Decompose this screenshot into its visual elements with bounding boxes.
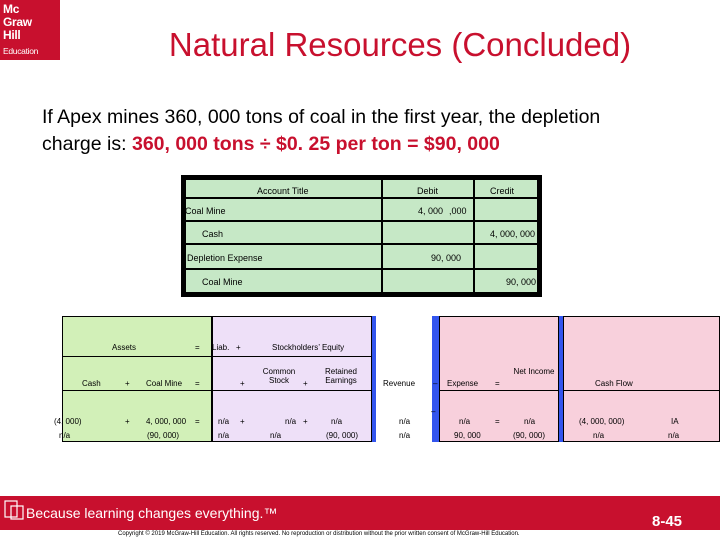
row1-plus: + <box>125 417 130 426</box>
copyright-notice: Copyright © 2019 McGraw-Hill Education. All rights reserved. No reproduction or distribution without the prior written consent of McGraw-Hill Education. <box>118 531 520 537</box>
equals-3: = <box>495 379 500 388</box>
assets-divider-2 <box>62 390 212 391</box>
row2-cash: n/a <box>59 431 71 440</box>
journal-header-debit: Debit <box>417 186 439 196</box>
row1-plus-2: + <box>240 417 245 426</box>
slide-body <box>42 104 702 158</box>
row1-common-stock: n/a <box>285 417 297 426</box>
row1-net-income: n/a <box>524 417 536 426</box>
row1-expense: n/a <box>459 417 471 426</box>
accounting-equation-table <box>54 316 720 442</box>
row1-equals: = <box>195 417 200 426</box>
assets-divider <box>62 356 212 357</box>
row1-plus-3: + <box>303 417 308 426</box>
equity-divider <box>212 356 372 357</box>
stockholders-equity-label: Stockholders’ Equity <box>272 343 345 352</box>
logo-line-3: Hill <box>3 28 21 42</box>
plus-2: + <box>240 379 245 388</box>
row2-net-income: (90, 000) <box>513 431 546 440</box>
cash-label: Cash <box>82 379 101 388</box>
journal-row-1-account: Coal Mine <box>185 206 226 216</box>
logo-line-1: Mc <box>3 2 20 16</box>
journal-row-2-credit: 4, 000, 000 <box>490 229 536 239</box>
equals-2: = <box>195 379 200 388</box>
mcgraw-hill-logo <box>0 0 60 60</box>
page-number: 8-45 <box>652 513 683 530</box>
cash-flow-label: Cash Flow <box>595 379 633 388</box>
plus-3: + <box>303 379 308 388</box>
journal-row-3-credit-cell <box>475 245 537 268</box>
row1-coal: 4, 000, 000 <box>146 417 187 426</box>
journal-row-4-debit-cell <box>383 270 473 292</box>
journal-row-3-debit: 90, 000 <box>431 253 462 263</box>
footer-tagline: Because learning changes everything.™ <box>26 505 278 521</box>
net-income-label: Net Income <box>513 367 555 376</box>
brand-mark-icon <box>4 499 24 521</box>
body-line-2 <box>42 131 702 158</box>
row1-minus: – <box>431 407 436 416</box>
row2-coal: (90, 000) <box>147 431 180 440</box>
row1-cash-flow-code: IA <box>671 417 679 426</box>
row2-revenue: n/a <box>399 431 411 440</box>
common-stock-label: Common Stock <box>262 367 296 385</box>
row1-equals-3: = <box>495 417 500 426</box>
row2-cash-flow: n/a <box>593 431 605 440</box>
retained-earnings-label: Retained Earnings <box>324 367 358 385</box>
row2-retained: (90, 000) <box>326 431 359 440</box>
row2-common-stock: n/a <box>270 431 282 440</box>
journal-row-1-debit: 4, 000 <box>418 206 444 216</box>
row1-cash-flow: (4, 000, 000) <box>579 417 625 426</box>
plus-1: + <box>236 343 241 352</box>
logo-line-4: Education <box>3 46 39 56</box>
slide-title: Natural Resources (Concluded) <box>168 26 632 63</box>
journal-row-1-debit-suffix: ,000 <box>449 206 467 216</box>
body-line-2-prefix: charge is: <box>42 133 132 155</box>
body-line-1: If Apex mines 360, 000 tons of coal in the first year, the depletion <box>42 106 601 128</box>
cash-flow-divider <box>563 390 720 391</box>
row1-cash: (4, 000) <box>54 417 82 426</box>
row1-retained: n/a <box>331 417 343 426</box>
income-divider <box>439 390 559 391</box>
journal-header-account: Account Title <box>257 186 309 196</box>
logo-line-2: Graw <box>3 15 32 29</box>
row1-revenue: n/a <box>399 417 411 426</box>
blue-separator-1 <box>372 316 376 442</box>
footer-bar <box>0 496 720 530</box>
expense-label: Expense <box>447 379 479 388</box>
assets-label: Assets <box>112 343 137 352</box>
coal-mine-label: Coal Mine <box>146 379 183 388</box>
row1-liab: n/a <box>218 417 230 426</box>
row2-expense: 90, 000 <box>454 431 481 440</box>
journal-row-1-credit-cell <box>475 199 537 220</box>
revenue-label: Revenue <box>383 379 416 388</box>
journal-row-4-account: Coal Mine <box>202 277 243 287</box>
journal-row-2-debit-cell <box>383 222 473 243</box>
journal-header-credit: Credit <box>490 186 515 196</box>
equity-divider-2 <box>212 390 372 391</box>
journal-row-3-account: Depletion Expense <box>187 253 263 263</box>
equals-1: = <box>195 343 200 352</box>
plus-a: + <box>125 379 130 388</box>
journal-row-4-credit: 90, 000 <box>506 277 537 287</box>
liab-label: Liab. <box>212 343 230 352</box>
journal-row-2-account: Cash <box>202 229 224 239</box>
journal-entry-table <box>181 175 542 297</box>
depletion-calculation: 360, 000 tons ÷ $0. 25 per ton = $90, 000 <box>131 133 500 155</box>
row2-liab: n/a <box>218 431 230 440</box>
row2-cash-flow-code: n/a <box>668 431 680 440</box>
minus-label: – <box>433 379 438 388</box>
